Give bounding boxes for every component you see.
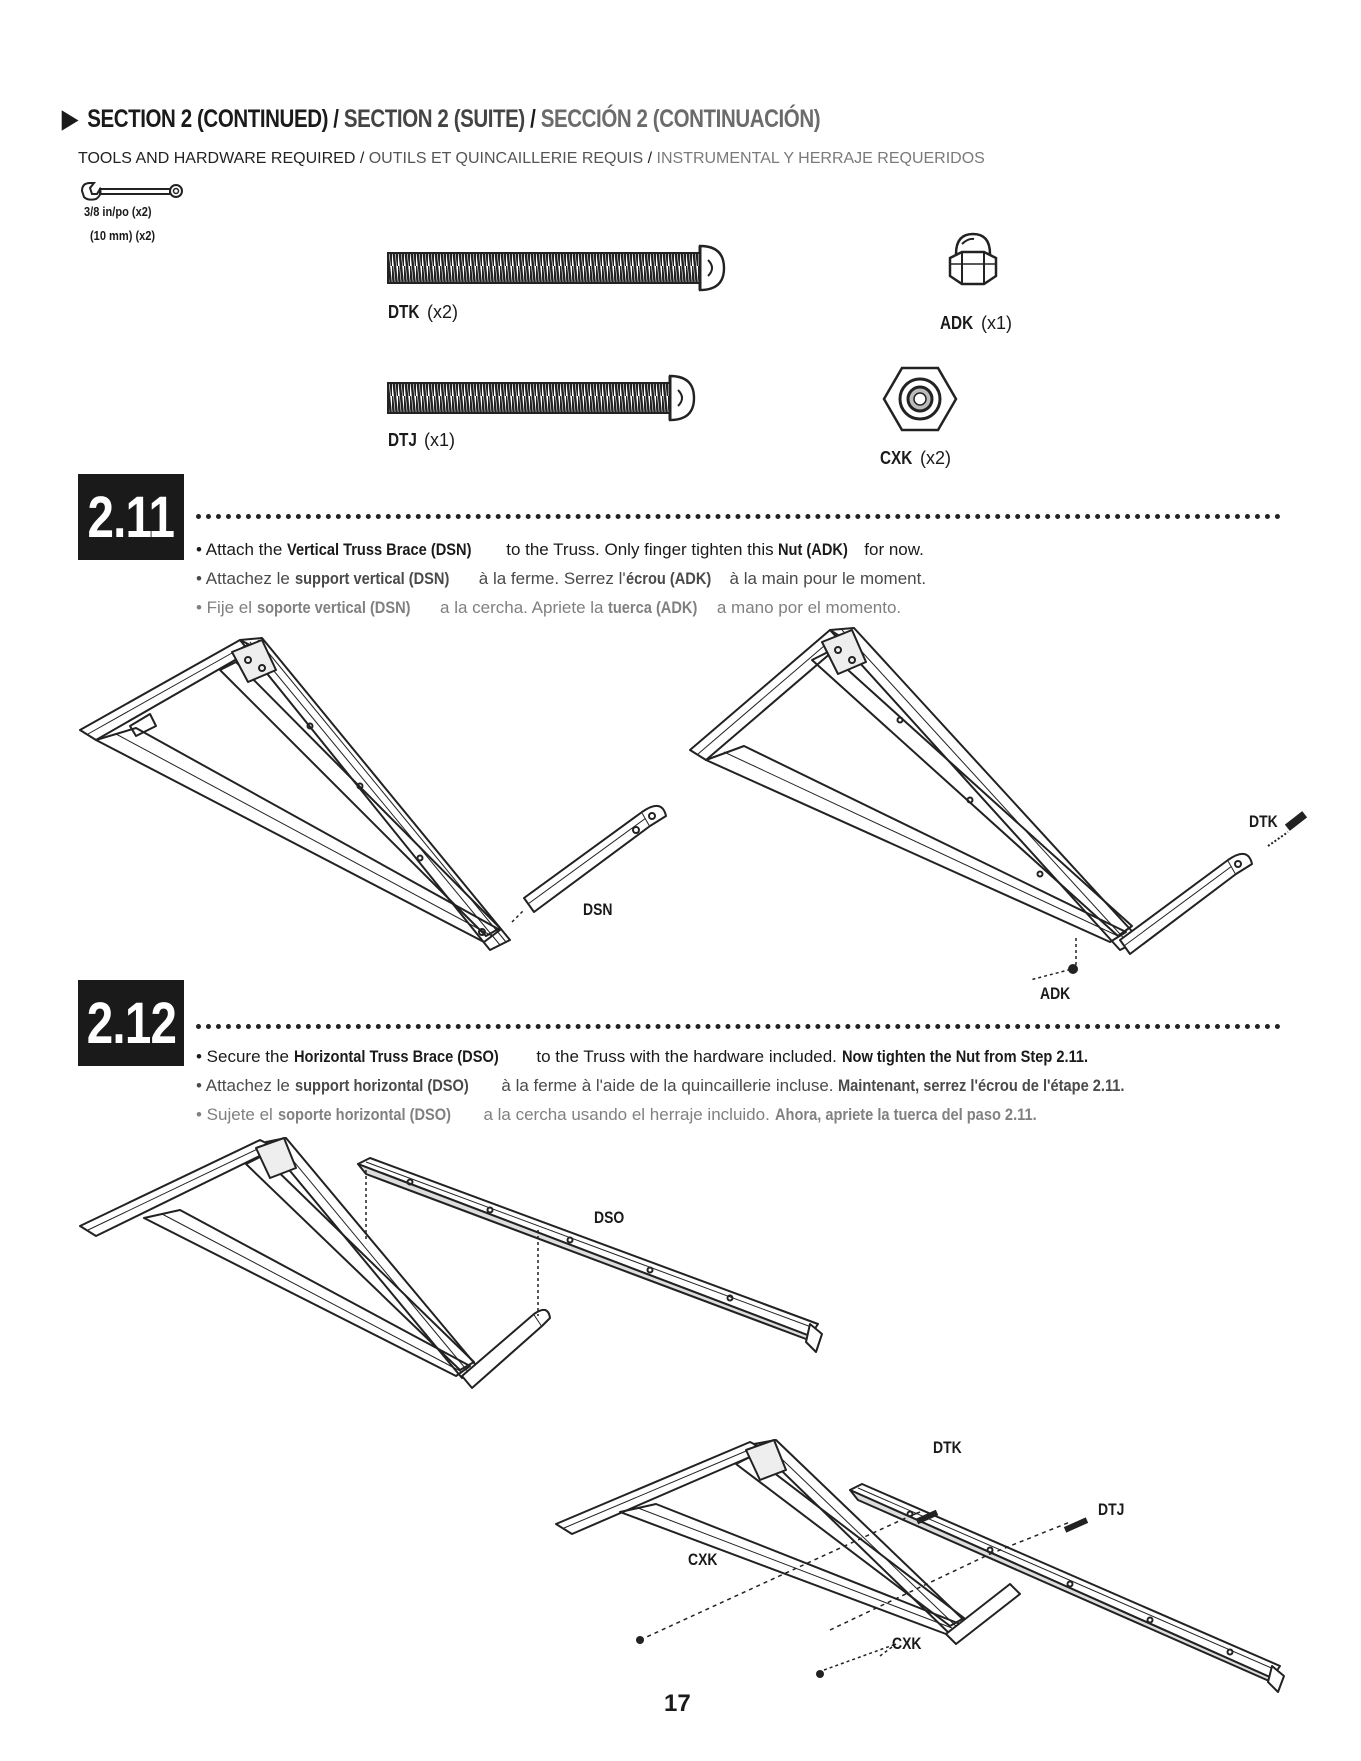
section-title: ▶ SECTION 2 (CONTINUED) / SECTION 2 (SUITE) / SECCIÓN 2 (CONTINUACIÓN) [62, 105, 821, 133]
callout-dtk: DTK [1249, 812, 1278, 831]
play-arrow-icon: ▶ [62, 105, 78, 133]
step-divider [196, 514, 1281, 519]
wrench-size-1: 3/8 in/po (x2) [84, 204, 152, 219]
truss-horizontal-brace-after [550, 1430, 1290, 1700]
page-number: 17 [664, 1690, 691, 1717]
instruction-en: • Secure the Horizontal Truss Brace (DSO) to the Truss with the hardware included. Now tighten the Nut from Step 2.11. [196, 1047, 1088, 1066]
step-2-11-instructions [196, 535, 926, 622]
acorn-nut-icon [942, 230, 1004, 292]
acorn-nut-icon [1066, 962, 1080, 976]
step-badge-2-12: 2.12 [78, 980, 184, 1066]
tools-heading: TOOLS AND HARDWARE REQUIRED / OUTILS ET QUINCAILLERIE REQUIS / INSTRUMENTAL Y HERRAJE REQUERIDOS [78, 150, 985, 167]
instruction-fr: • Attachez le support horizontal (DSO) à la ferme à l'aide de la quincaillerie incluse. Maintenant, serrez l'écrou de l'étape 2.11. [196, 1076, 1125, 1095]
hardware-label-cxk: CXK (x2) [880, 448, 952, 468]
step-divider [196, 1024, 1281, 1029]
wrench-icon [76, 180, 186, 202]
lock-nut-icon [882, 364, 958, 434]
truss-illustration-after [680, 620, 1280, 990]
step-2-12-instructions [196, 1042, 1171, 1129]
title-fr: SECTION 2 (SUITE) [343, 105, 525, 133]
callout-cxk: CXK [688, 1550, 718, 1569]
callout-dtj: DTJ [1098, 1500, 1125, 1519]
hardware-label-adk: ADK (x1) [940, 313, 1013, 333]
callout-dtk: DTK [933, 1438, 962, 1457]
hardware-label-dtj: DTJ (x1) [388, 430, 456, 450]
truss-horizontal-brace-before [70, 1130, 830, 1400]
instruction-es: • Fije el soporte vertical (DSN) a la cercha. Apriete la tuerca (ADK) a mano por el momento. [196, 598, 902, 617]
instruction-es: • Sujete el soporte horizontal (DSO) a la cercha usando el herraje incluido. Ahora, apriete la tuerca del paso 2.11. [196, 1105, 1037, 1124]
instruction-en: • Attach the Vertical Truss Brace (DSN) to the Truss. Only finger tighten this Nut (ADK) for now. [196, 540, 924, 559]
bolt-icon [386, 366, 696, 430]
bolt-icon [386, 236, 726, 300]
callout-dso: DSO [594, 1208, 625, 1227]
title-es: SECCIÓN 2 (CONTINUACIÓN) [540, 105, 821, 133]
callout-dsn: DSN [583, 900, 613, 919]
instruction-fr: • Attachez le support vertical (DSN) à la ferme. Serrez l'écrou (ADK) à la main pour le moment. [196, 569, 927, 588]
title-en: SECTION 2 (CONTINUED) [87, 105, 329, 133]
wrench-size-2: (10 mm) (x2) [90, 228, 156, 243]
step-badge-2-11: 2.11 [78, 474, 184, 560]
callout-adk: ADK [1040, 984, 1071, 1003]
callout-cxk: CXK [892, 1634, 922, 1653]
hardware-label-dtk: DTK (x2) [388, 302, 459, 322]
